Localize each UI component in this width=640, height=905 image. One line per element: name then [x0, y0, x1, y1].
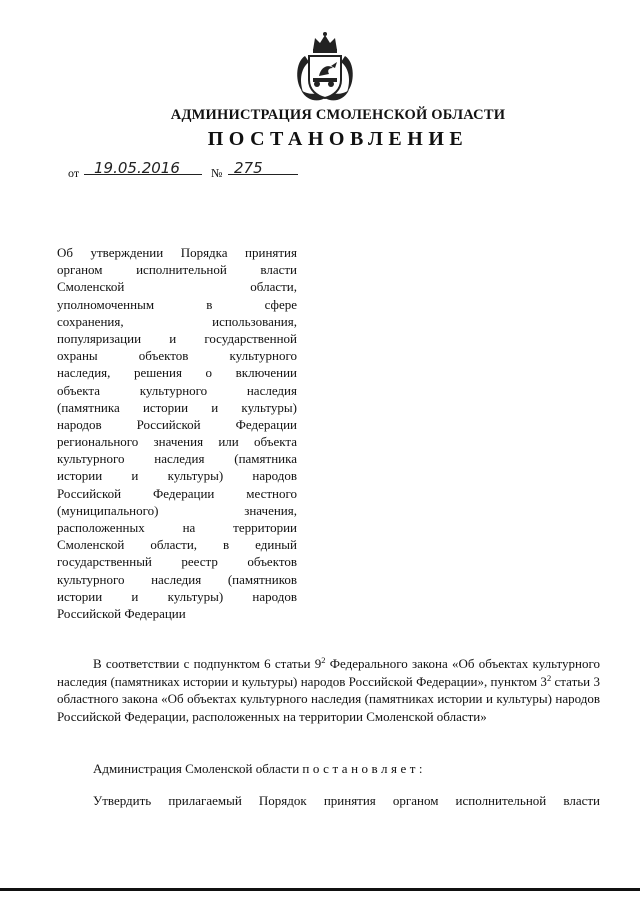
preamble-text: статьи 3 областного закона «Об объектах культурного наследия (памятниках истории и культуры) народов Российской Федерации, расположенных на территории Смоленской области»: [57, 673, 600, 724]
resolution-text: Администрация Смоленской области: [93, 761, 303, 776]
document-title: [57, 244, 297, 622]
coat-of-arms-icon: [291, 28, 359, 108]
title-line: Российской Федерации: [57, 605, 186, 621]
title-line: органом исполнительной власти: [57, 262, 297, 278]
number-field: 275: [228, 160, 298, 175]
page-bottom-rule: [0, 888, 640, 891]
title-line: объекта культурного наследия: [57, 382, 297, 398]
registration-line: [68, 160, 308, 184]
date-prefix: от: [68, 166, 80, 180]
title-line: истории и культуры) народов: [57, 468, 297, 484]
title-line: охраны объектов культурного: [57, 348, 297, 364]
title-line: культурного наследия (памятников: [57, 571, 297, 587]
title-line: истории и культуры) народов: [57, 588, 297, 604]
title-line: Смоленской области, в единый: [57, 537, 297, 553]
title-line: (муниципального) значения,: [57, 502, 297, 518]
superscript: 2: [321, 655, 326, 665]
title-line: культурного наследия (памятника: [57, 451, 297, 467]
preamble-text: В соответствии с подпунктом 6 статьи 9: [93, 656, 322, 671]
date-field: 19.05.2016: [84, 160, 202, 175]
title-line: Об утверждении Порядка принятия: [57, 245, 297, 260]
number-sign: №: [211, 166, 223, 180]
title-line: популяризации и государственной: [57, 330, 297, 346]
title-line: регионального значения или объекта: [57, 434, 297, 450]
title-line: (памятника истории и культуры): [57, 399, 297, 415]
document-type: ПОСТАНОВЛЕНИЕ: [207, 128, 469, 150]
resolution-paragraph: [57, 760, 600, 778]
decision-paragraph: Утвердить прилагаемый Порядок принятия органом исполнительной власти: [93, 793, 600, 808]
title-line: уполномоченным в сфере: [57, 296, 297, 312]
title-line: Смоленской области,: [57, 279, 297, 295]
title-line: народов Российской Федерации: [57, 416, 297, 432]
superscript: 2: [546, 672, 552, 683]
title-line: наследия, решения о включении: [57, 365, 297, 381]
organization-name: АДМИНИСТРАЦИЯ СМОЛЕНСКОЙ ОБЛАСТИ: [170, 107, 506, 123]
title-line: сохранения, использования,: [57, 313, 297, 329]
title-line: государственный реестр объектов: [57, 554, 297, 570]
resolution-verb: постановляет:: [302, 761, 427, 776]
title-line: расположенных на территории: [57, 520, 297, 535]
title-line: Российской Федерации местного: [57, 485, 297, 501]
preamble-paragraph: [57, 655, 600, 725]
preamble-text: Федерального закона «Об объектах культурного наследия (памятниках истории и культуры) народов Российской Федерации», пунктом 3: [57, 656, 600, 689]
